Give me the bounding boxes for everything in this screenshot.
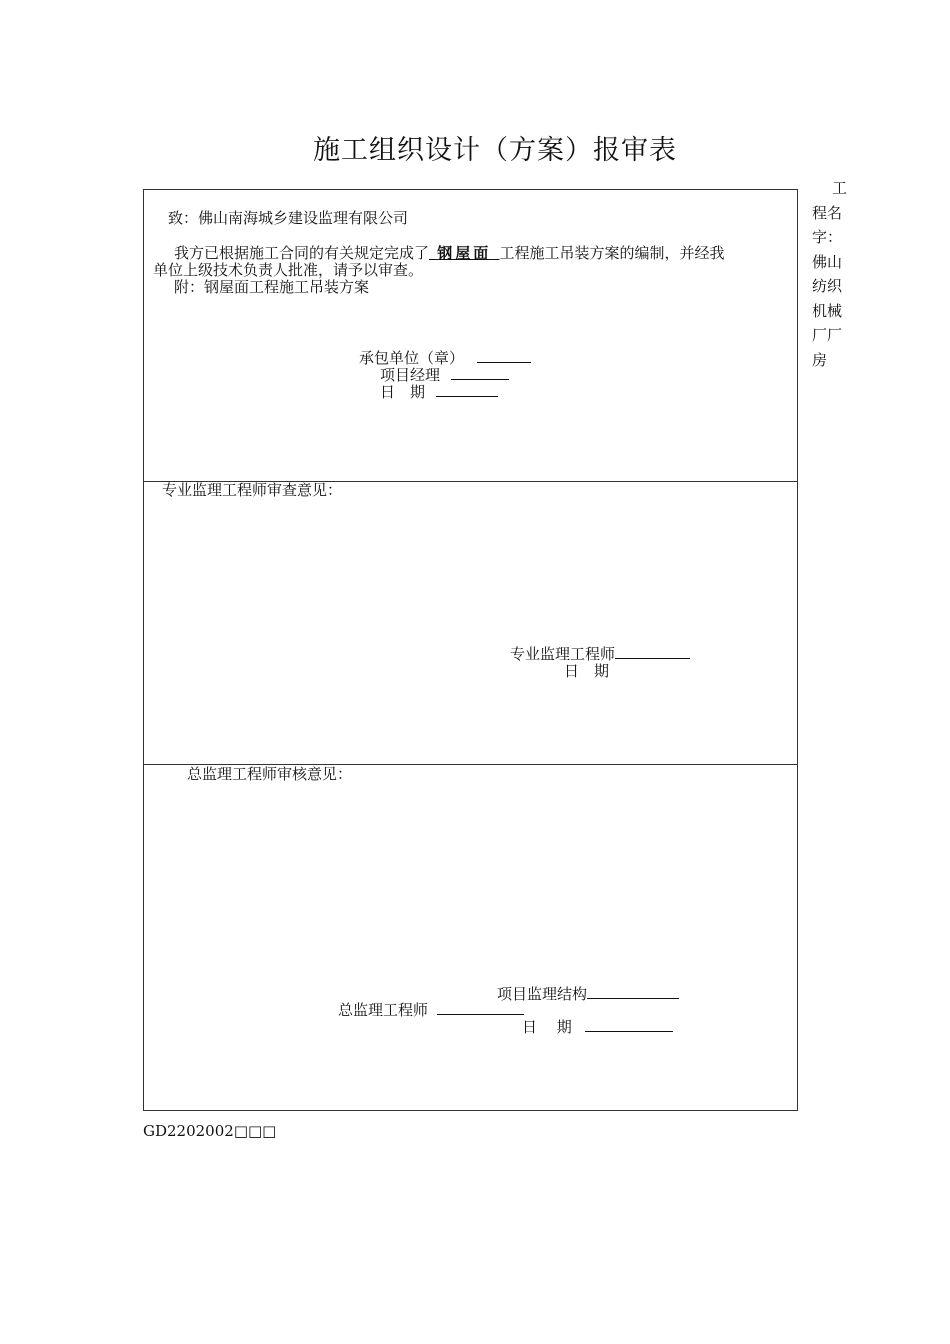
specialist-review-heading: 专业监理工程师审查意见： xyxy=(162,481,343,499)
chief-date-blank[interactable] xyxy=(585,1019,673,1032)
chief-engineer-line xyxy=(338,1002,524,1019)
body-line-1 xyxy=(174,245,725,262)
body-prefix: 我方已根据施工合同的有关规定完成了 xyxy=(174,244,430,262)
form-code: GD2202002□□□ xyxy=(143,1122,277,1140)
chief-engineer-blank[interactable] xyxy=(437,1002,524,1015)
chief-date-label: 日 期 xyxy=(522,1018,572,1036)
contractor-seal-line xyxy=(359,350,531,367)
addressee-label: 致： xyxy=(168,209,199,227)
attachment-line xyxy=(174,279,369,296)
project-name-value: 佛山纺织机械厂厂房 xyxy=(812,252,843,369)
body-line-2: 单位上级技术负责人批准，请予以审查。 xyxy=(153,261,424,279)
specialist-engineer-label: 专业监理工程师 xyxy=(510,645,616,663)
specialist-review-section xyxy=(144,482,797,765)
attachment-text: 钢屋面工程施工吊装方案 xyxy=(204,278,370,296)
contractor-date-line xyxy=(380,384,498,401)
specialist-engineer-line xyxy=(510,646,690,663)
supervision-org-label: 项目监理结构 xyxy=(497,985,588,1003)
chief-review-heading: 总监理工程师审核意见： xyxy=(187,765,353,783)
project-name-label: 工程名字： xyxy=(812,179,848,246)
contractor-seal-blank[interactable] xyxy=(477,350,531,363)
supervision-org-blank[interactable] xyxy=(587,986,679,999)
project-name-field[interactable]: 钢屋面 xyxy=(437,244,492,262)
specialist-engineer-blank[interactable] xyxy=(615,646,690,659)
contractor-date-blank[interactable] xyxy=(436,384,498,397)
project-manager-line xyxy=(380,367,509,384)
contractor-date-label: 日 期 xyxy=(380,383,426,401)
body-suffix: 工程施工吊装方案的编制，并经我 xyxy=(499,244,725,262)
chief-review-section xyxy=(144,765,797,1110)
project-manager-label: 项目经理 xyxy=(380,366,441,384)
addressee-org: 佛山南海城乡建设监理有限公司 xyxy=(198,209,409,227)
chief-engineer-label: 总监理工程师 xyxy=(338,1001,429,1019)
addressee-line xyxy=(168,210,408,227)
attachment-label: 附： xyxy=(174,278,205,296)
chief-date-line xyxy=(522,1019,673,1036)
project-manager-blank[interactable] xyxy=(451,367,509,380)
contractor-seal-label: 承包单位（章） xyxy=(359,349,465,367)
supervision-org-line xyxy=(497,986,679,1003)
project-name-note xyxy=(812,176,852,372)
page-title: 施工组织设计（方案）报审表 xyxy=(313,135,677,166)
specialist-date-label: 日 期 xyxy=(564,662,610,680)
contractor-section xyxy=(144,190,797,482)
approval-form-table xyxy=(143,189,798,1111)
